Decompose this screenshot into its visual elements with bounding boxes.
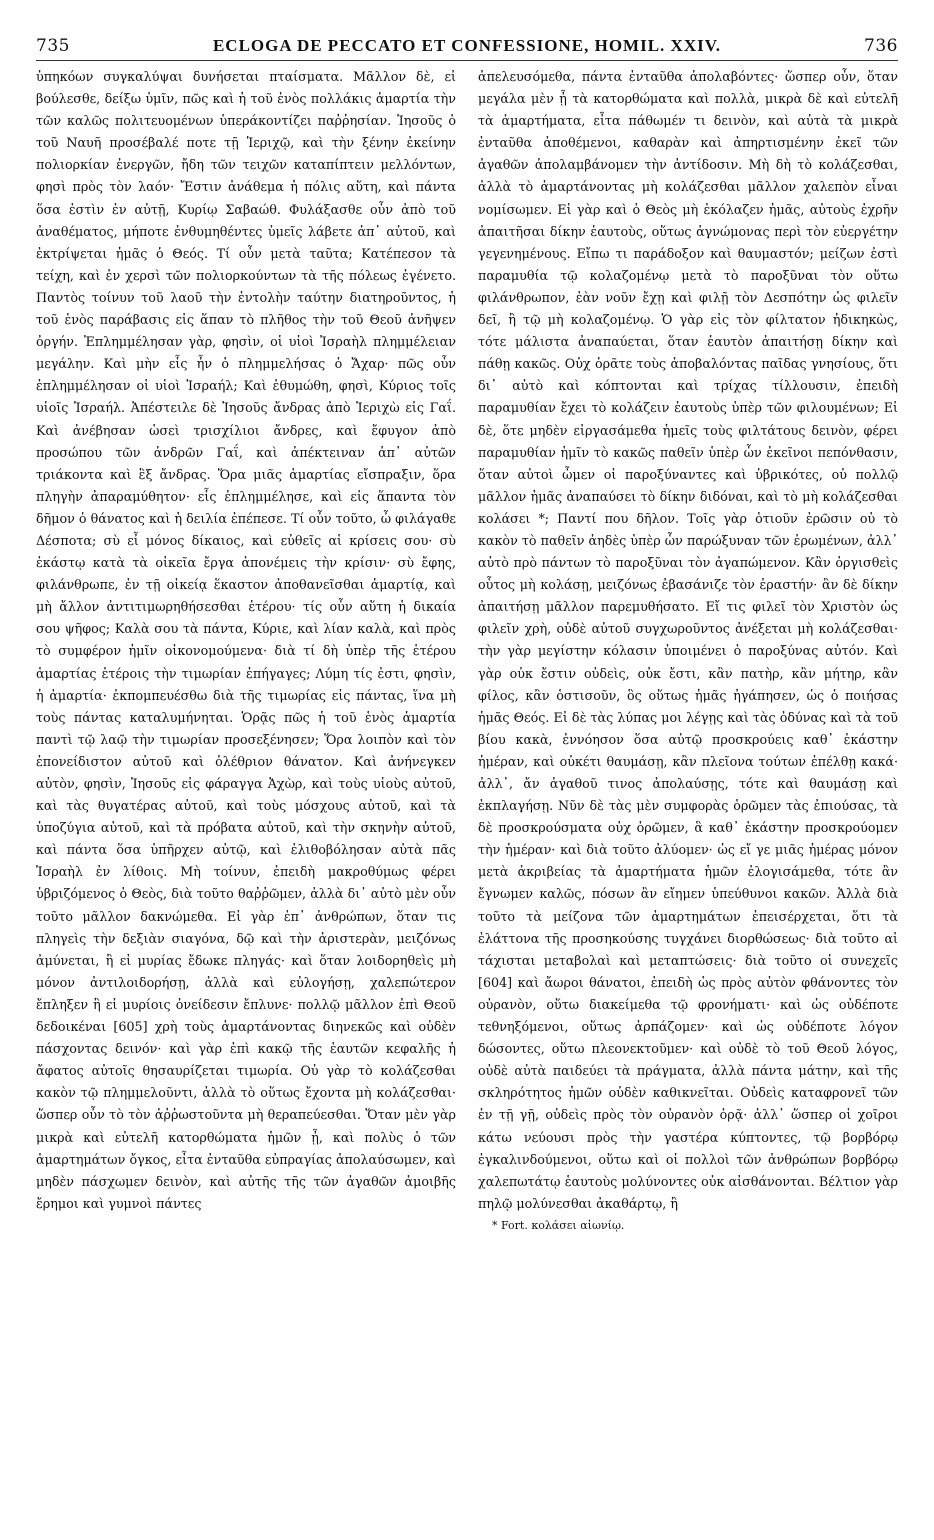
page-number-left: 735 xyxy=(36,36,70,56)
page-number-right: 736 xyxy=(864,36,898,56)
right-column xyxy=(478,66,898,1233)
running-header xyxy=(36,36,898,58)
left-column xyxy=(36,66,456,1215)
running-title: ECLOGA DE PECCATO ET CONFESSIONE, HOMIL. XXIV. xyxy=(212,36,722,55)
right-column-text: ἀπελευσόμεθα, πάντα ἐνταῦθα ἀπολαβόντες· ὥσπερ οὖν, ὅταν μεγάλα μὲν ᾖ τὰ κατορθώματα καὶ πολλὰ, μικρὰ δὲ καὶ εὐτελῆ τὰ ἁμαρτήματα, εἶτα πάθωμέν τι δεινὸν, καὶ αὐτὰ τὰ μικρὰ ἐνταῦθα ἀποθέμενοι, καθαρὰν καὶ ἀπηρτισμένην ἐκεῖ τῶν ἀγαθῶν ἀπολαμβάνομεν τὴν ἀντίδοσιν. Μὴ δὴ τὸ κολάζεσθαι, ἀλλὰ τὸ ἁμαρτάνοντας μὴ κολάζεσθαι μᾶλλον χαλεπὸν εἶναι νομίσωμεν. Εἰ γὰρ καὶ ὁ Θεὸς μὴ ἐκόλαζεν ἡμᾶς, αὐτοὺς ἐχρῆν ἀπαιτῆσαι δίκην ἑαυτοὺς, οὕτως ἀγνώμονας περὶ τὸν εὐεργέτην γεγενημένους. Εἴπω τι παράδοξον καὶ θαυμαστόν; μείζων ἐστὶ παραμυθία τῷ κολαζομένῳ μετὰ τὸ παροξῦναι τὸν οὕτω φιλάνθρωπον, ἐὰν νοῦν ἔχῃ καὶ φιλῇ τὸν Δεσπότην ὡς φιλεῖν δεῖ, ἢ τῷ μὴ κολαζομένῳ. Ὁ γὰρ εἰς τὸν φίλτατον ἠδικηκὼς, τότε μάλιστα ἀναπαύεται, ὅταν ἑαυτὸν ἀπαιτήσῃ δίκην καὶ πάθῃ κακῶς. Οὐχ ὁρᾶτε τοὺς ἀποβαλόντας παῖδας γνησίους, ὅτι δι᾽ αὐτὸ καὶ κόπτονται καὶ τρίχας τίλλουσιν, ἐπειδὴ παραμυθίαν ἔχει τὸ κολάζειν ἑαυτοὺς ὑπὲρ τῶν φιλουμένων; Εἰ δὲ, ὅτε μηδὲν εἰργασάμεθα ἡμεῖς τοὺς φιλτάτους δεινὸν, φέρει παραμυθίαν ἡμῖν τὸ κακῶς παθεῖν ὑπὲρ ὧν ἐκεῖνοι πεπόνθασιν, ὅταν αὐτοὶ ὦμεν οἱ παροξύναντες καὶ ὑβρικότες, οὐ πολλῷ μᾶλλον ἡμᾶς ἀναπαύσει τὸ δίκην διδόναι, καὶ τὸ μὴ κολάζεσθαι κολάσει *; Παντί που δῆλον. Τοῖς γὰρ ὁτιοῦν ἐρῶσιν οὐ τὸ κακὸν τὸ παθεῖν ἀηδὲς ὑπὲρ ὧν παρώξυναν τῶν ἐρωμένων, ἀλλ᾽ αὐτὸ πρὸ πάντων τὸ παροξῦναι τὸν ἀγαπώμενον. Κἂν ὀργισθεὶς οὗτος μὴ κολάσῃ, μειζόνως ἐβασάνιζε τὸν ἐραστήν· ἂν δὲ δίκην ἀπαιτήσῃ μᾶλλον παρεμυθήσατο. Εἴ τις φιλεῖ τὸν Χριστὸν ὡς φιλεῖν χρὴ, οὐδὲ αὐτοῦ συγχωροῦντος ἀνέξεται μὴ κολάζεσθαι· τὴν γὰρ μεγίστην κόλασιν ὑποιμένει ὁ παροξύνας αὐτόν. Καὶ γὰρ οὐκ ἔστιν οὐδεὶς, οὐκ ἔστι, κἂν πατὴρ, κἂν μήτηρ, κἂν φίλος, κἂν ὁστισοῦν, ὃς οὕτως ἡμᾶς ἠγάπησεν, ὡς ὁ ποιήσας ἡμᾶς Θεός. Εἰ δὲ τὰς λύπας μοι λέγῃς καὶ τὰς ὀδύνας καὶ τὰ τοῦ βίου κακὰ, ἐννόησον ὅσα αὐτῷ προσκρούεις καθ᾽ ἑκάστην ἡμέραν, καὶ οὐκέτι θαυμάσῃ, κἂν πλεῖονα τούτων ἐπέλθῃ κακά· ἀλλ᾽, ἄν ἀγαθοῦ τινος ἀπολαύσῃς, τότε καὶ θαυμάσῃ καὶ ἐκπλαγήσῃ. Νῦν δὲ τὰς μὲν συμφορὰς ὁρῶμεν τὰς ἐπιούσας, τὰ δὲ προσκρούσματα οὐχ ὁρῶμεν, ἃ καθ᾽ ἑκάστην προσκρούομεν τὴν ἡμέραν· καὶ διὰ τοῦτο ἀλύομεν· ὡς εἴ γε μιᾶς ἡμέρας μόνον μετὰ ἀκριβείας τὰ ἁμαρτήματα ἡμῶν ἐλογισάμεθα, τότε ἂν ἔγνωμεν καλῶς, πόσων ἂν εἴημεν ὑπεύθυνοι κακῶν. Ἀλλὰ διὰ τοῦτο τὰ μείζονα τῶν ἁμαρτημάτων ἐπεισέρχεται, ὅτι τὰ ἐλάττονα τῆς προσηκούσης τυγχάνει διορθώσεως· διὰ τοῦτο αἱ τάχισται μεταβολαὶ καὶ μεταπτώσεις· διὰ τοῦτο οἱ συνεχεῖς [604] καὶ ἄωροι θάνατοι, ἐπειδὴ ὡς πρὸς αὐτὸν φθάνοντες τὸν οὐρανὸν, οὕτω διακείμεθα τῷ φρονήματι· καὶ ὡς οὐδέποτε τεθνηξόμενοι, οὕτως ἁρπάζομεν· καὶ ὡς οὐδέποτε λόγον δώσοντες, οὕτω πλεονεκτοῦμεν· καὶ οὐδὲ τὸ τοῦ Θεοῦ λόγος, οὐδὲ αὐτὰ παιδεύει τὰ πράγματα, ἀλλὰ πάντα μάτην, καὶ τῆς σκληρότητος ἡμῶν οὐδὲν καθικνεῖται. Οὐδεὶς καταφρονεῖ τῶν ἐν τῇ γῇ, οὐδεὶς πρὸς τὸν οὐρανὸν ὁρᾷ· ἀλλ᾽ ὥσπερ οἱ χοῖροι κάτω νεύουσι πρὸς τὴν γαστέρα κύπτοντες, τῷ βορβόρῳ ἐγκαλινδούμενοι, οὕτω καὶ οἱ πολλοὶ τῶν ἀνθρώπων βορβόρῳ χαλεπωτάτῳ ἑαυτοὺς μολύνοντες οὐκ αἰσθάνονται. Βέλτιον γὰρ πηλῷ μολύνεσθαι ἀκαθάρτῳ, ἢ xyxy=(478,69,898,1211)
header-rule xyxy=(36,60,898,61)
footnote: * Fort. κολάσει αἰωνίῳ. xyxy=(492,1218,625,1232)
left-column-text: ὑπηκόων συγκαλύψαι δυνήσεται πταίσματα. Μᾶλλον δὲ, εἰ βούλεσθε, δείξω ὑμῖν, πῶς καὶ ἡ τοῦ ἑνὸς πολλάκις ἁμαρτία τὴν τῶν καλῶς πολιτευομένων ὑπεράκοντίζει παῤῥησίαν. Ἰησοῦς ὁ τοῦ Ναυῆ προσέβαλέ ποτε τῇ Ἱεριχῷ, καὶ τὴν ξένην ἐκείνην πολιορκίαν ἐνεργῶν, ἤδη τῶν τειχῶν καταπίπτειν μελλόντων, φησὶ πρὸς τὸν λαόν· Ἔστιν ἀνάθεμα ἡ πόλις αὕτη, καὶ πάντα ὅσα ἐστὶν ἐν αὐτῇ, Κυρίῳ Σαβαώθ. Φυλάξασθε οὖν ἀπὸ τοῦ ἀναθέματος, μήποτε ἐνθυμηθέντες ὑμεῖς λάβετε ἀπ᾽ αὐτοῦ, καὶ ἐκτρίψεται ἡμᾶς ὁ Θεός. Τί οὖν μετὰ ταῦτα; Κατέπεσον τὰ τείχη, καὶ ἐν χερσὶ τῶν πολιορκούντων τὰ τῆς πόλεως ἐγένετο. Παντὸς τοίνυν τοῦ λαοῦ τὴν ἐντολὴν ταύτην διατηροῦντος, ἡ τοῦ ἑνὸς παράβασις εἰς ἅπαν τὸ πλῆθος τὴν τοῦ Θεοῦ ἀνῆψεν ὀργήν. Ἐπλημμέλησαν γὰρ, φησὶν, οἱ υἱοὶ Ἰσραὴλ πλημμέλειαν μεγάλην. Καὶ μὴν εἷς ἦν ὁ πλημμελήσας ὁ Ἄχαρ· πῶς οὖν ἐπλημμέλησαν οἱ υἱοὶ Ἰσραήλ; Καὶ ἐθυμώθη, φησὶ, Κύριος τοῖς υἱοῖς Ἰσραήλ. Ἀπέστειλε δὲ Ἰησοῦς ἄνδρας ἀπὸ Ἱεριχὼ εἰς Γαΐ. Καὶ ἀνέβησαν ὡσεὶ τρισχίλιοι ἄνδρες, καὶ ἔφυγον ἀπὸ προσώπου τῶν ἀνδρῶν Γαΐ, καὶ ἀπέκτειναν ἀπ᾽ αὐτῶν τριάκοντα καὶ ἓξ ἄνδρας. Ὅρα μιᾶς ἁμαρτίας εἴσπραξιν, ὅρα πληγὴν ἀπαραμύθητον· εἷς ἐπλημμέλησε, καὶ εἰς ἅπαντα τὸν δῆμον ὁ θάνατος καὶ ἡ δειλία ἐπέπεσε. Τί οὖν τοῦτο, ὦ φιλάγαθε Δέσποτα; σὺ εἶ μόνος δίκαιος, καὶ εὐθεῖς αἱ κρίσεις σου· σὺ ἑκάστῳ κατὰ τὰ οἰκεῖα ἔργα ἀπονέμεις τὴν κρίσιν· σὺ ἔφης, φιλάνθρωπε, ἐν τῇ οἰκείᾳ ἕκαστον ἀποθανεῖσθαι ἁμαρτίᾳ, καὶ μὴ ἄλλον ἀντιτιμωρηθήσεσθαι ἑτέρου· τίς οὖν αὕτη ἡ δικαία σου ψῆφος; Καλὰ σου τὰ πάντα, Κύριε, καὶ λίαν καλὰ, καὶ πρὸς τὸ συμφέρον ἡμῖν οἰκονομούμενα· διὰ τί δὴ ὑπὲρ τῆς ἑτέρου ἁμαρτίας ἑτέροις τὴν τιμωρίαν ἐπήγαγες; Λύμη τίς ἐστι, φησὶν, ἡ ἁμαρτία· ἐκπομπευέσθω διὰ τῆς τιμωρίας εἰς πάντας, ἵνα μὴ τοὺς πάντας καταλυμήνηται. Ὁρᾷς πῶς ἡ τοῦ ἑνὸς ἁμαρτία παντὶ τῷ λαῷ τὴν τιμωρίαν προσεξένησεν; Ὅρα λοιπὸν καὶ τὸν ἐπονείδιστον αὐτοῦ καὶ ὀλέθριον θάνατον. Καὶ ἀνήνεγκεν αὐτὸν, φησὶν, Ἰησοῦς εἰς φάραγγα Ἀχὼρ, καὶ τοὺς υἱοὺς αὐτοῦ, καὶ τὰς θυγατέρας αὐτοῦ, καὶ τοὺς μόσχους αὐτοῦ, καὶ τὰ ὑποζύγια αὐτοῦ, καὶ τὰ πρόβατα αὐτοῦ, καὶ τὴν σκηνὴν αὐτοῦ, καὶ πάντα ὅσα ὑπῆρχεν αὐτῷ, καὶ ἐλιθοβόλησαν αὐτὰ πᾶς Ἰσραὴλ ἐν λίθοις. Μὴ τοίνυν, ἐπειδὴ μακροθύμως φέρει ὑβριζόμενος ὁ Θεὸς, διὰ τοῦτο θαῤῥῶμεν, ἀλλὰ δι᾽ αὐτὸ μὲν οὖν τοῦτο μᾶλλον δακνώμεθα. Εἰ γὰρ ἐπ᾽ ἀνθρώπων, ὅταν τις πληγεὶς τὴν δεξιὰν σιαγόνα, δῷ καὶ τὴν ἀριστερὰν, μειζόνως ἀμύνεται, ἢ εἰ μυρίας ἔδωκε πληγάς· καὶ ὅταν λοιδορηθεὶς μὴ μόνον ἀντιλοιδορήσῃ, ἀλλὰ καὶ εὐλογήσῃ, χαλεπώτερον ἔπληξεν ἢ εἰ μυρίοις ὀνείδεσιν ἔπλυνε· πολλῷ μᾶλλον ἐπὶ Θεοῦ δεδοικέναι [605] χρὴ τοὺς ἁμαρτάνοντας διηνεκῶς καὶ οὐδὲν πάσχοντας δεινόν· καὶ γὰρ ἐπὶ κακῷ τῆς ἑαυτῶν κεφαλῆς ἡ ἄφατος αὐτοῖς θησαυρίζεται τιμωρία. Οὐ γὰρ τὸ κολάζεσθαι κακὸν τῷ πλημμελοῦντι, ἀλλὰ τὸ οὕτως ἔχοντα μὴ κολάζεσθαι· ὥσπερ οὖν τὸ τὸν ἀῤῥωστοῦντα μὴ θεραπεύεσθαι. Ὅταν μὲν γὰρ μικρὰ καὶ εὐτελῆ κατορθώματα ἡμῶν ᾖ, καὶ πολὺς ὁ τῶν ἁμαρτημάτων ὄγκος, εἶτα ἐνταῦθα εὐπραγίας ἀπολαύσωμεν, καὶ μηδὲν πάσχωμεν δεινὸν, καὶ αὐτῆς τῆς τῶν ἀγαθῶν ἀμοιβῆς ἔρημοι καὶ γυμνοὶ πάντες xyxy=(36,69,456,1211)
